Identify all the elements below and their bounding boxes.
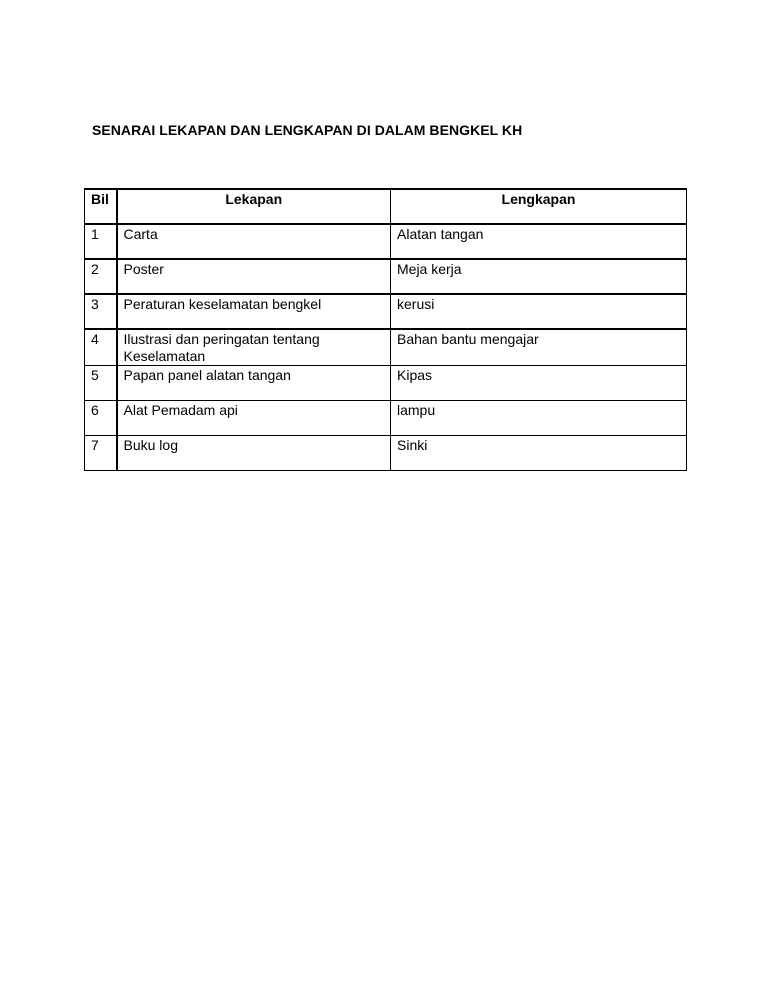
cell-lengkapan: Kipas: [391, 366, 687, 401]
table-row: [85, 436, 687, 471]
cell-lekapan: Buku log: [117, 436, 391, 471]
cell-lekapan: Carta: [117, 224, 391, 259]
cell-lekapan: Peraturan keselamatan bengkel: [117, 294, 391, 329]
cell-lengkapan: Alatan tangan: [391, 224, 687, 259]
cell-lekapan: Alat Pemadam api: [117, 401, 391, 436]
cell-bil: 4: [85, 329, 117, 366]
cell-lengkapan: Meja kerja: [391, 259, 687, 294]
page-title: SENARAI LEKAPAN DAN LENGKAPAN DI DALAM BENGKEL KH: [92, 122, 523, 138]
table-row: [85, 366, 687, 401]
table-row: [85, 294, 687, 329]
cell-bil: 3: [85, 294, 117, 329]
cell-bil: 2: [85, 259, 117, 294]
cell-lekapan: Poster: [117, 259, 391, 294]
cell-bil: 7: [85, 436, 117, 471]
cell-bil: 5: [85, 366, 117, 401]
cell-lengkapan: Sinki: [391, 436, 687, 471]
cell-lekapan: Papan panel alatan tangan: [117, 366, 391, 401]
cell-bil: 1: [85, 224, 117, 259]
header-bil: Bil: [85, 189, 117, 224]
table-row: [85, 259, 687, 294]
table-row: [85, 224, 687, 259]
header-lengkapan: Lengkapan: [391, 189, 687, 224]
cell-bil: 6: [85, 401, 117, 436]
cell-lengkapan: lampu: [391, 401, 687, 436]
equipment-table: [84, 188, 687, 471]
cell-lengkapan: Bahan bantu mengajar: [391, 329, 687, 366]
cell-lengkapan: kerusi: [391, 294, 687, 329]
table-header-row: [85, 189, 687, 224]
table-row: [85, 329, 687, 366]
header-lekapan: Lekapan: [117, 189, 391, 224]
table-row: [85, 401, 687, 436]
cell-lekapan: Ilustrasi dan peringatan tentang Keselamatan: [117, 329, 391, 366]
